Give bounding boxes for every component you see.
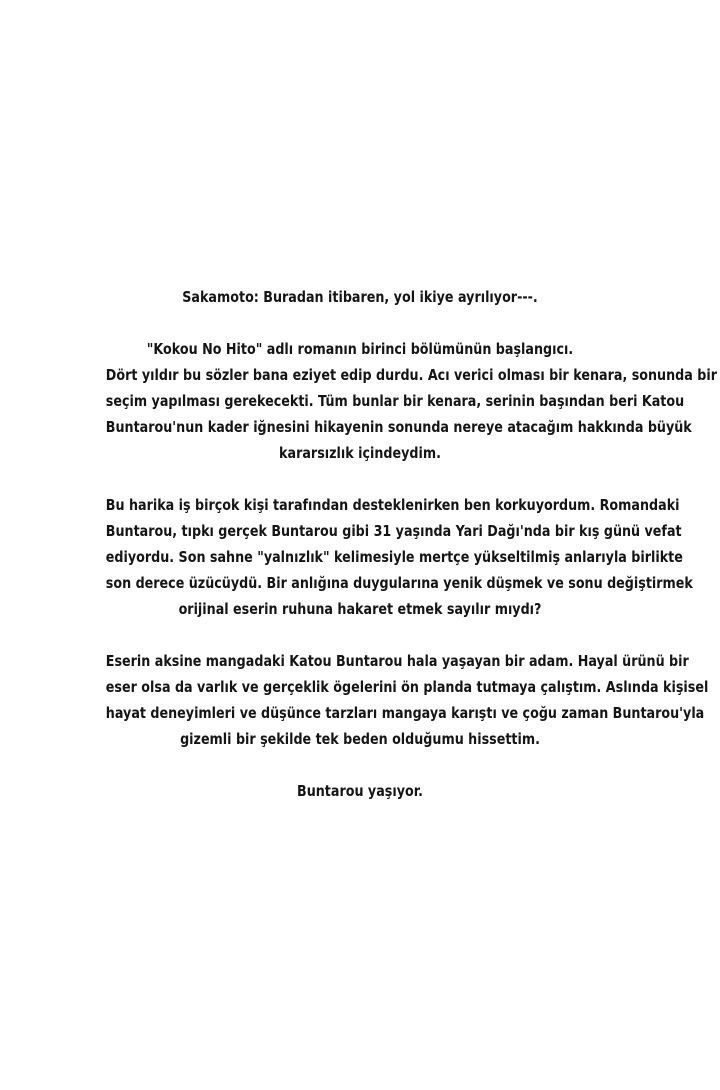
afterword-text [105, 284, 717, 830]
text-line: Sakamoto: Buradan itibaren, yol ikiye ayrılıyor---. [182, 288, 538, 306]
text-line: Buntarou, tıpkı gerçek Buntarou gibi 31 yaşında Yari Dağı'nda bir kış günü vefat [105, 522, 682, 540]
paragraph-novel-beginning [105, 336, 717, 466]
paragraph-manga [105, 648, 709, 752]
text-line: Bu harika iş birçok kişi tarafından desteklenirken ben korkuyordum. Romandaki [105, 496, 680, 514]
text-line: Buntarou yaşıyor. [297, 782, 423, 800]
paragraph-fear [105, 492, 693, 622]
text-line: kararsızlık içindeydim. [279, 444, 441, 462]
paragraph-closing [106, 778, 614, 804]
text-line: hayat deneyimleri ve düşünce tarzları mangaya karıştı ve çoğu zaman Buntarou'yla [105, 704, 705, 722]
text-line: Eserin aksine mangadaki Katou Buntarou hala yaşayan bir adam. Hayal ürünü bir [105, 652, 689, 670]
text-line: son derece üzücüydü. Bir anlığına duygularına yenik düşmek ve sonu değiştirmek [105, 574, 693, 592]
text-line: seçim yapılması gerekecekti. Tüm bunlar bir kenara, serinin başından beri Katou [105, 392, 685, 410]
text-line: orijinal eserin ruhuna hakaret etmek sayılır mıydı? [178, 600, 542, 618]
text-line: gizemli bir şekilde tek beden olduğumu hissettim. [180, 730, 540, 748]
paragraph-intro [106, 284, 614, 310]
text-line: "Kokou No Hito" adlı romanın birinci bölümünün başlangıcı. [146, 340, 574, 358]
text-line: ediyordu. Son sahne "yalnızlık" kelimesiyle mertçe yükseltilmiş anlarıyla birlikte [105, 548, 683, 566]
text-line: eser olsa da varlık ve gerçeklik ögelerini ön planda tutmaya çalıştım. Aslında kişisel [105, 678, 709, 696]
text-line: Buntarou'nun kader iğnesini hikayenin sonunda nereye atacağım hakkında büyük [105, 418, 692, 436]
text-line: Dört yıldır bu sözler bana eziyet edip durdu. Acı verici olması bir kenara, sonunda bir [105, 366, 717, 384]
